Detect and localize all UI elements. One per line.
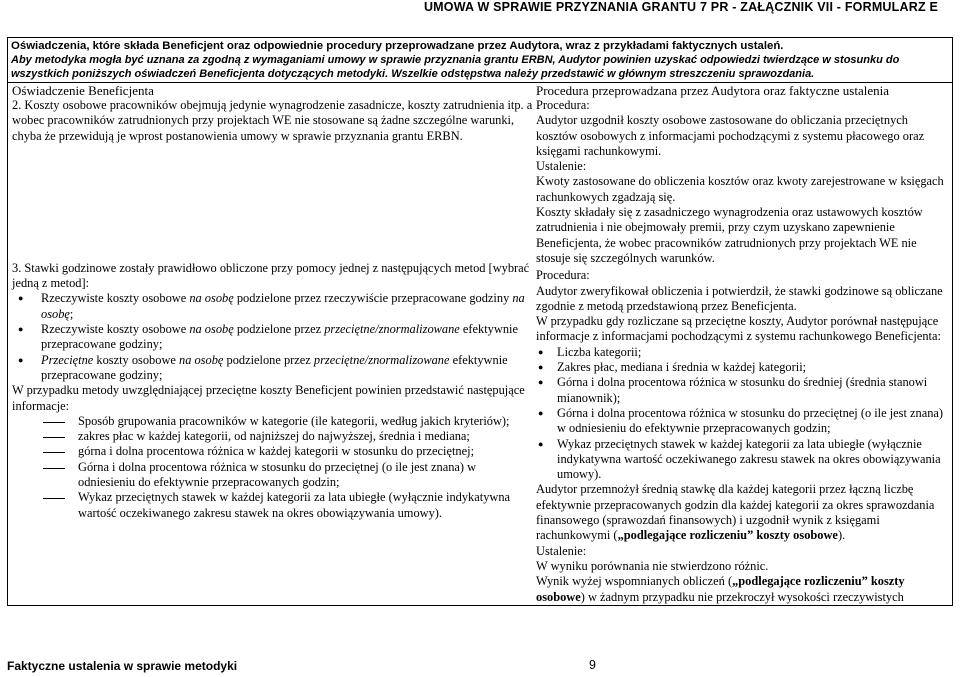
finding-text: W wyniku porównania nie stwierdzono różnic. — [536, 558, 769, 573]
right-column — [533, 83, 952, 605]
procedure-3 — [536, 268, 952, 605]
comparison-item: ● Górna i dolna procentowa różnica w stosunku do średniej (średnia stanowi mianownik); — [536, 375, 952, 406]
info-item: górna i dolna procentowa różnica w każdej kategorii w stosunku do przeciętnej; — [12, 444, 533, 459]
comparison-item: ● Górna i dolna procentowa różnica w stosunku do przeciętnej (o ile jest znana) w odniesieniu do efektywnie przepracowanych godzin; — [536, 406, 952, 437]
comparison-item: ● Zakres płac, mediana i średnia w każdej kategorii; — [536, 360, 952, 375]
finding-text: Kwoty zastosowane do obliczenia kosztów oraz kwoty zarejestrowane w księgach rachunkowych zgadzają się. — [536, 174, 944, 204]
finding-label: Ustalenie: — [536, 159, 587, 174]
info-item: zakres płac w każdej kategorii, od najniższej do najwyższej, średnia i mediana; — [12, 429, 533, 444]
statements-table — [7, 37, 953, 606]
procedure-label: Procedura: — [536, 268, 590, 283]
page-number: 9 — [589, 658, 596, 672]
required-info-list — [12, 414, 533, 521]
comparison-intro: W przypadku gdy rozliczane są przeciętne koszty, Audytor porównał następujące informacje z informacjami pochodzącymi z systemu rachunkowego Beneficjenta: — [536, 314, 941, 344]
table-intro — [8, 38, 952, 83]
procedure-2 — [536, 98, 952, 266]
method-options — [12, 291, 533, 383]
method-option-1: ● Rzeczywiste koszty osobowe na osobę podzielone przez rzeczywiście przepracowane godziny na osobę; — [12, 291, 533, 322]
footer-label: Faktyczne ustalenia w sprawie metodyki — [7, 659, 238, 673]
document-header: UMOWA W SPRAWIE PRZYZNANIA GRANTU 7 PR - ZAŁĄCZNIK VII - FORMULARZ E — [423, 0, 938, 14]
info-item: Wykaz przeciętnych stawek w każdej kategorii za lata ubiegłe (wyłącznie indykatywna wartość oczekiwanego zakresu stawek na okres obowiązywania umowy). — [12, 490, 533, 521]
average-cost-intro: W przypadku metody uwzględniającej przeciętne koszty Beneficjent powinien przedstawić następujące informacje: — [12, 383, 525, 413]
multiplication-text: Audytor przemnożył średnią stawkę dla każdej kategorii przez łączną liczbę efektywnie przepracowanych godzin dla każdej kategorii za okres sprawozdania finansowego (sprawozdań finansowych) i uzgodnił wynik z księgami rachunkowymi („podlegające rozliczeniu” koszty osobowe). — [536, 482, 935, 543]
info-item: Sposób grupowania pracowników w kategorie (ile kategorii, według jakich kryteriów); — [12, 414, 533, 429]
comparison-item: ● Wykaz przeciętnych stawek w każdej kategorii za lata ubiegłe (wyłącznie indykatywna wartość oczekiwanego zakresu stawek na okres obowiązywania umowy). — [536, 437, 952, 483]
finding-text: Koszty składały się z zasadniczego wynagrodzenia oraz ustawowych kosztów zatrudnienia i nie obejmowały premii, przy czym uzyskano zapewnienie Beneficjenta, że wobec pracowników zatrudnionych przy projektach WE nie stosuje się szczególnych warunków. — [536, 205, 923, 265]
statement-2: 2. Koszty osobowe pracowników obejmują jedynie wynagrodzenie zasadnicze, koszty zatrudnienia itp. a wobec pracowników zatrudnionych przy projektach WE nie stosowane są żadne szczególne warunki, chyba że przewidują je wprost postanowienia umowy w sprawie przyznania grantu ERBN. — [12, 98, 533, 143]
method-option-2: ● Rzeczywiste koszty osobowe na osobę podzielone przez przeciętne/znormalizowane efektywnie przepracowane godziny; — [12, 322, 533, 353]
comparison-item: ● Liczba kategorii; — [536, 345, 952, 360]
right-column-header: Procedura przeprowadzana przez Audytora oraz faktyczne ustalenia — [536, 83, 889, 98]
procedure-text: Audytor zweryfikował obliczenia i potwierdził, że stawki godzinowe są obliczane zgodnie z metodą przedstawioną przez Beneficjenta. — [536, 283, 943, 313]
statement-3 — [12, 261, 533, 521]
method-option-3: ● Przeciętne koszty osobowe na osobę podzielone przez przeciętne/znormalizowane efektywnie przepracowane godziny; — [12, 353, 533, 384]
procedure-text: Audytor uzgodnił koszty osobowe zastosowane do obliczania przeciętnych kosztów osobowych z informacjami pochodzącymi z systemu płacowego oraz księgami rachunkowymi. — [536, 113, 925, 158]
finding-text: Wynik wyżej wspomnianych obliczeń („podlegające rozliczeniu” koszty osobowe) w żadnym przypadku nie przekroczył wysokości rzeczywistych — [536, 574, 905, 604]
procedure-label: Procedura: — [536, 98, 590, 112]
statement-3-intro: 3. Stawki godzinowe zostały prawidłowo obliczone przy pomocy jednej z następujących metod [wybrać jedną z metod]: — [12, 260, 530, 291]
comparison-list — [536, 345, 952, 483]
left-column-header: Oświadczenie Beneficjenta — [12, 83, 154, 98]
intro-instructions: Aby metodyka mogła być uznana za zgodną z wymaganiami umowy w sprawie przyznania grantu ERBN, Audytor powinien uzyskać odpowiedzi twierdzące w stosunku do wszystkich poniższych oświadczeń Beneficjenta dotyczących metodyki. Wszelkie odstępstwa należy przedstawić w głównym streszczeniu sprawozdania. — [11, 54, 900, 80]
info-item: Górna i dolna procentowa różnica w stosunku do przeciętnej (o ile jest znana) w odniesieniu do efektywnie przepracowanych godzin; — [12, 460, 533, 491]
table-body — [8, 83, 952, 605]
intro-heading: Oświadczenia, które składa Beneficjent oraz odpowiednie procedury przeprowadzane przez Audytora, wraz z przykładami faktycznych ustaleń. — [11, 40, 784, 52]
finding-label: Ustalenie: — [536, 543, 587, 558]
left-column — [8, 83, 533, 605]
